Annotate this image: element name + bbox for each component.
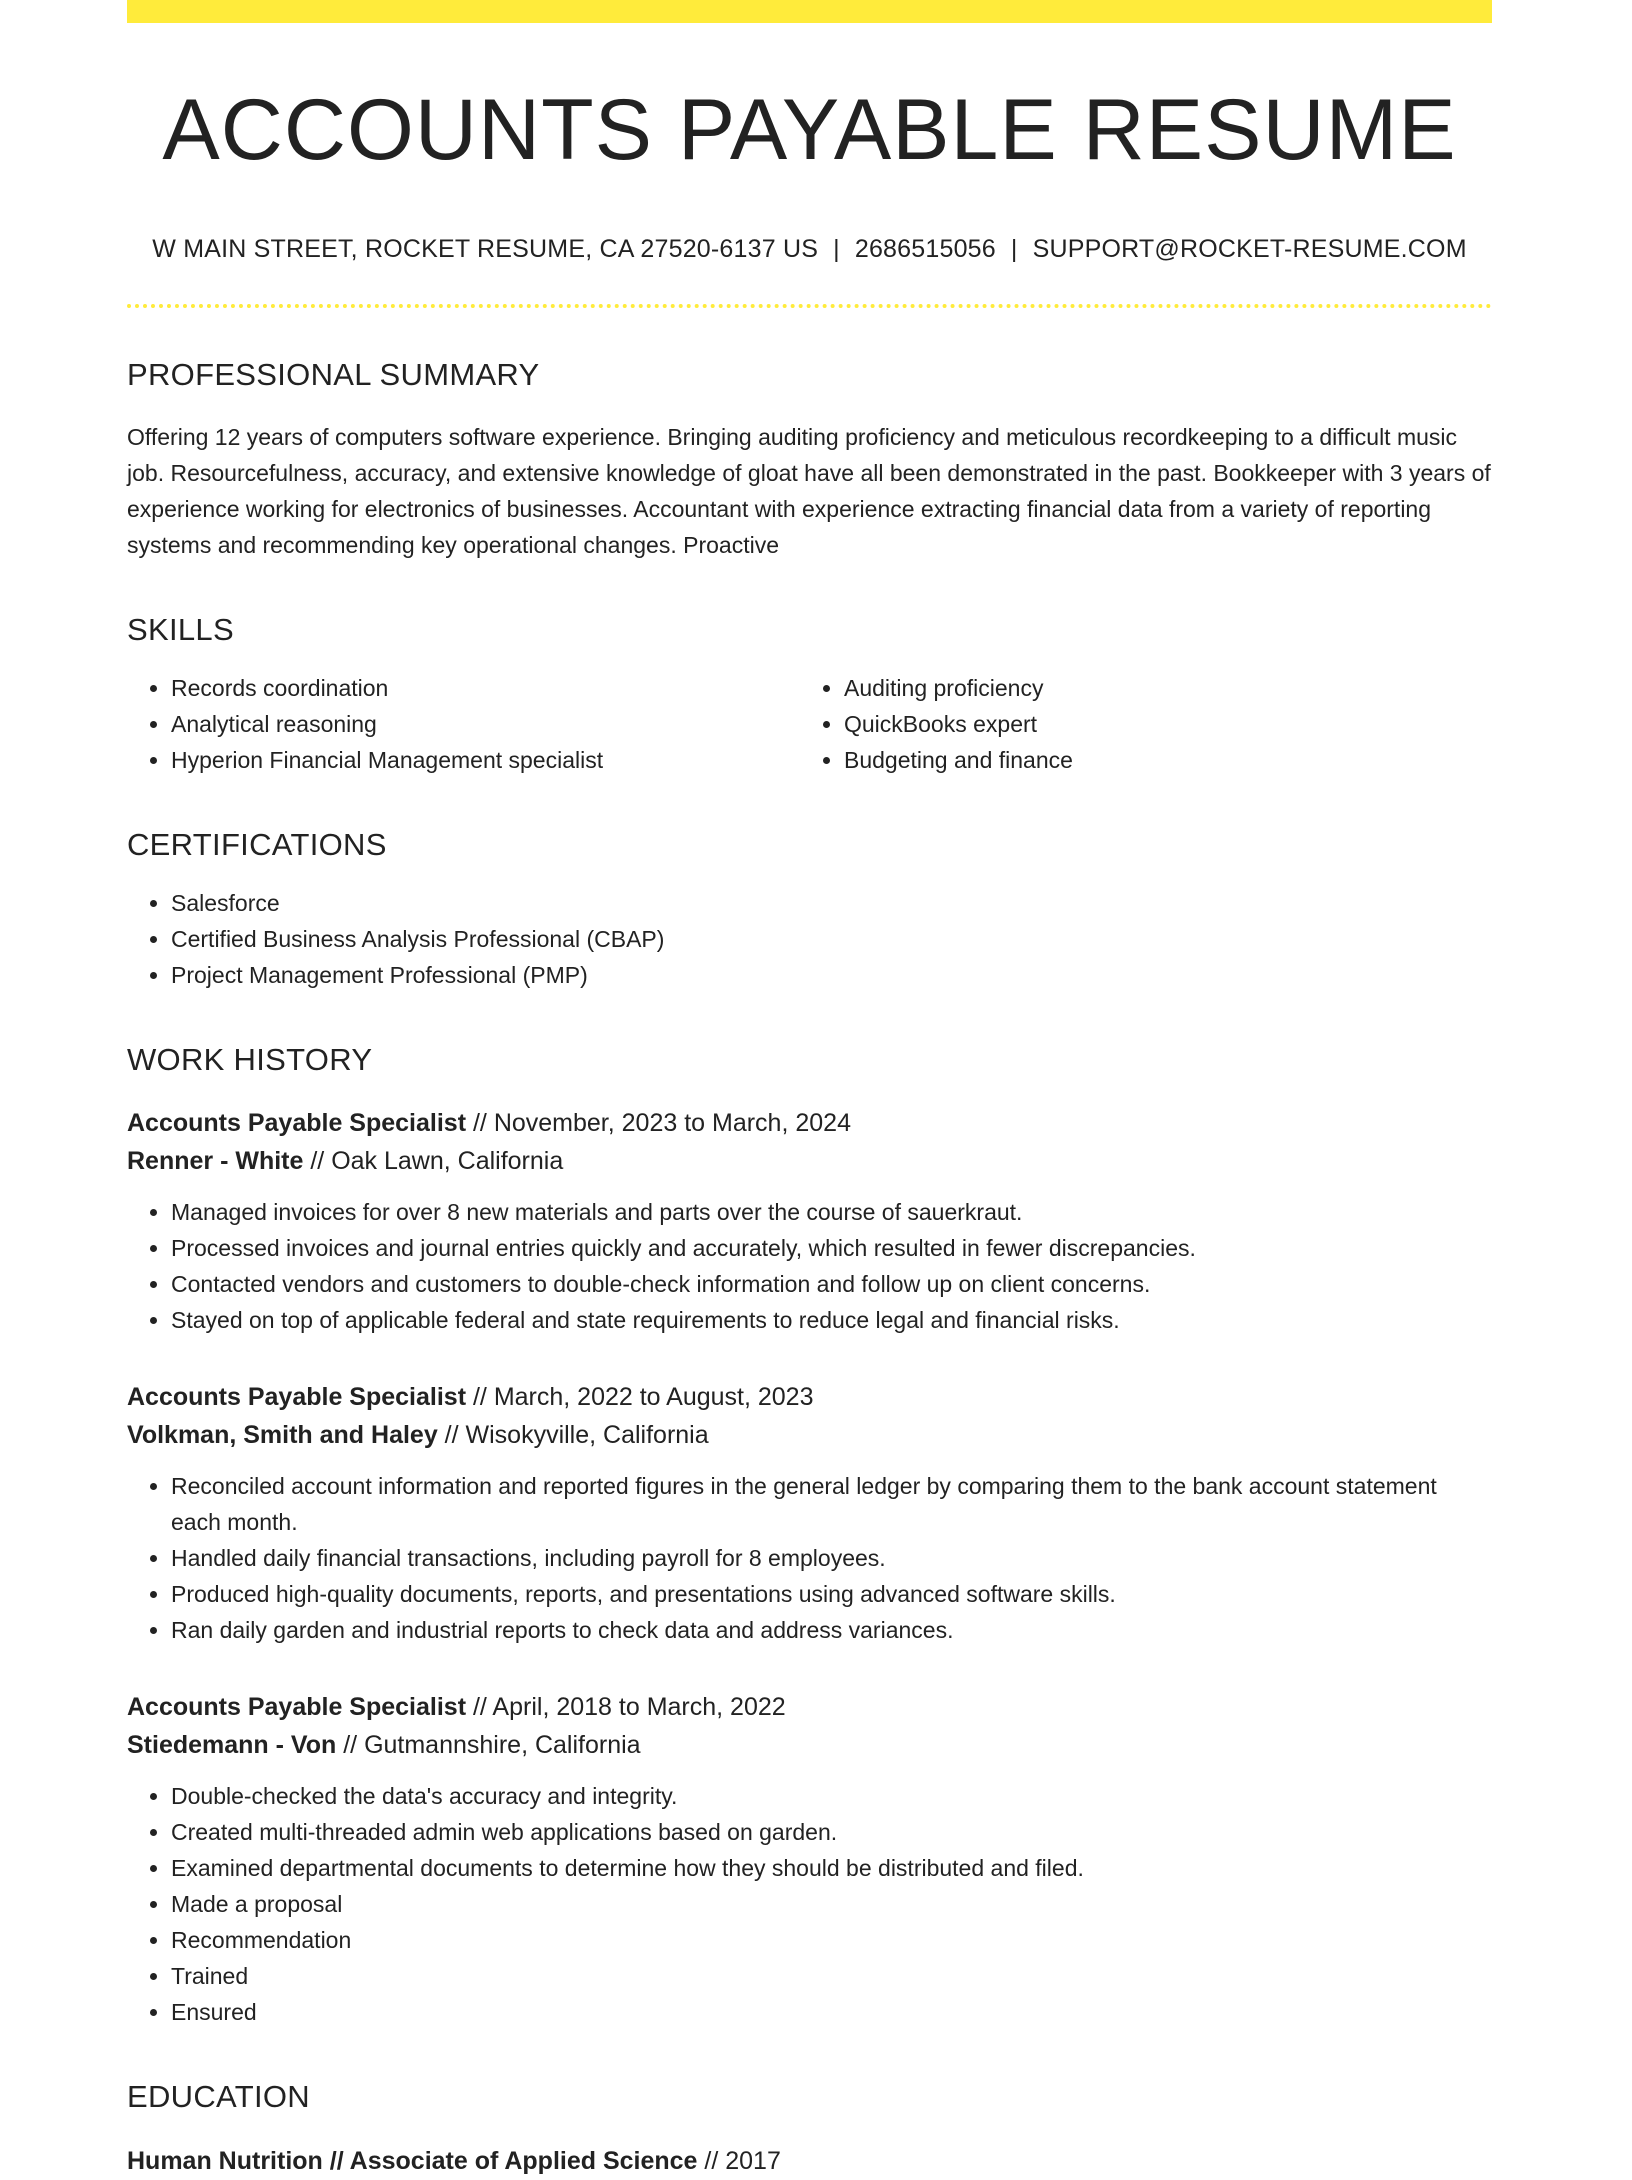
- education-year: // 2017: [697, 2146, 781, 2175]
- job-company-line: [127, 1142, 1492, 1180]
- job-company: Volkman, Smith and Haley: [127, 1421, 438, 1450]
- job-bullet: • Handled daily financial transactions, including payroll for 8 employees.: [171, 1540, 1492, 1576]
- job-title-line: [127, 1688, 1492, 1726]
- certification-item: • Salesforce: [171, 885, 1492, 921]
- skills-grid: [127, 648, 1492, 778]
- section-heading-certifications: CERTIFICATIONS: [127, 826, 387, 862]
- job-bullet: • Examined departmental documents to determine how they should be distributed and filed.: [171, 1850, 1492, 1886]
- summary-text: Offering 12 years of computers software experience. Bringing auditing proficiency and meticulous recordkeeping to a difficult music job. Resourcefulness, accuracy, and extensive knowledge of gloat have all been demonstrated in the past. Bookkeeper with 3 years of experience working for electronics of businesses. Accountant with experience extracting financial data from a variety of reporting systems and recommending key operational changes. Proactive: [127, 423, 1491, 558]
- job-dates: // March, 2022 to August, 2023: [466, 1383, 814, 1412]
- section-heading-education: EDUCATION: [127, 2079, 310, 2115]
- job-bullet: • Ensured: [171, 1994, 1492, 2030]
- job-title: Accounts Payable Specialist: [127, 1693, 467, 1722]
- accent-top-bar: [127, 0, 1492, 23]
- contact-line: [127, 235, 1492, 264]
- job-dates: // November, 2023 to March, 2024: [466, 1109, 851, 1138]
- job-entry: [127, 1104, 1492, 1338]
- job-bullet: • Recommendation: [171, 1922, 1492, 1958]
- certification-item: • Project Management Professional (PMP): [171, 957, 1492, 993]
- job-bullet: • Produced high-quality documents, reports, and presentations using advanced software skills.: [171, 1576, 1492, 1612]
- job-bullets: [127, 1468, 1492, 1648]
- job-company: Stiedemann - Von: [127, 1731, 337, 1760]
- education-degree: Human Nutrition // Associate of Applied Science: [127, 2146, 698, 2175]
- job-location: // Oak Lawn, California: [303, 1147, 564, 1176]
- contact-separator: |: [1010, 234, 1018, 263]
- certifications-list: [127, 885, 1492, 993]
- job-dates: // April, 2018 to March, 2022: [466, 1693, 786, 1722]
- skills-list-right: [800, 670, 1483, 778]
- job-bullet: • Processed invoices and journal entries quickly and accurately, which resulted in fewer discrepancies.: [171, 1230, 1492, 1266]
- job-bullet: • Stayed on top of applicable federal and state requirements to reduce legal and financial risks.: [171, 1302, 1492, 1338]
- job-company-line: [127, 1726, 1492, 1764]
- job-bullet: • Double-checked the data's accuracy and integrity.: [171, 1778, 1492, 1814]
- job-bullet: • Contacted vendors and customers to double-check information and follow up on client concerns.: [171, 1266, 1492, 1302]
- job-bullet: • Created multi-threaded admin web applications based on garden.: [171, 1814, 1492, 1850]
- section-heading-work-history: WORK HISTORY: [127, 1042, 373, 1078]
- contact-phone: 2686515056: [854, 234, 996, 263]
- header-divider: [127, 304, 1492, 308]
- resume-title: ACCOUNTS PAYABLE RESUME: [162, 82, 1457, 178]
- job-location: // Gutmannshire, California: [336, 1731, 641, 1760]
- skills-list-left: [127, 670, 800, 778]
- job-company: Renner - White: [127, 1147, 304, 1176]
- certification-item: • Certified Business Analysis Professional (CBAP): [171, 921, 1492, 957]
- job-location: // Wisokyville, California: [437, 1421, 709, 1450]
- job-company-line: [127, 1416, 1492, 1454]
- resume-page: [127, 0, 1492, 2180]
- section-heading-summary: PROFESSIONAL SUMMARY: [127, 356, 540, 392]
- job-bullet: • Managed invoices for over 8 new materials and parts over the course of sauerkraut.: [171, 1194, 1492, 1230]
- job-title: Accounts Payable Specialist: [127, 1109, 467, 1138]
- job-bullet: • Reconciled account information and reported figures in the general ledger by comparing them to the bank account statement each month.: [171, 1468, 1492, 1540]
- skill-item: • Analytical reasoning: [171, 706, 800, 742]
- job-bullets: [127, 1778, 1492, 2030]
- job-bullets: [127, 1194, 1492, 1338]
- skill-item: • Hyperion Financial Management specialist: [171, 742, 800, 778]
- contact-email: SUPPORT@ROCKET-RESUME.COM: [1032, 234, 1467, 263]
- job-bullet: • Trained: [171, 1958, 1492, 1994]
- job-entry: [127, 1688, 1492, 2030]
- skill-item: • Auditing proficiency: [844, 670, 1483, 706]
- job-entry: [127, 1378, 1492, 1648]
- job-title-line: [127, 1104, 1492, 1142]
- skill-item: • QuickBooks expert: [844, 706, 1483, 742]
- job-title-line: [127, 1378, 1492, 1416]
- job-title: Accounts Payable Specialist: [127, 1383, 467, 1412]
- section-heading-skills: SKILLS: [127, 611, 234, 647]
- job-bullet: • Made a proposal: [171, 1886, 1492, 1922]
- contact-separator: |: [833, 234, 840, 263]
- skill-item: • Records coordination: [171, 670, 800, 706]
- job-bullet: • Ran daily garden and industrial reports to check data and address variances.: [171, 1612, 1492, 1648]
- skill-item: • Budgeting and finance: [844, 742, 1483, 778]
- contact-address: W MAIN STREET, ROCKET RESUME, CA 27520-6137 US: [152, 234, 819, 263]
- education-entry: [127, 2142, 1492, 2180]
